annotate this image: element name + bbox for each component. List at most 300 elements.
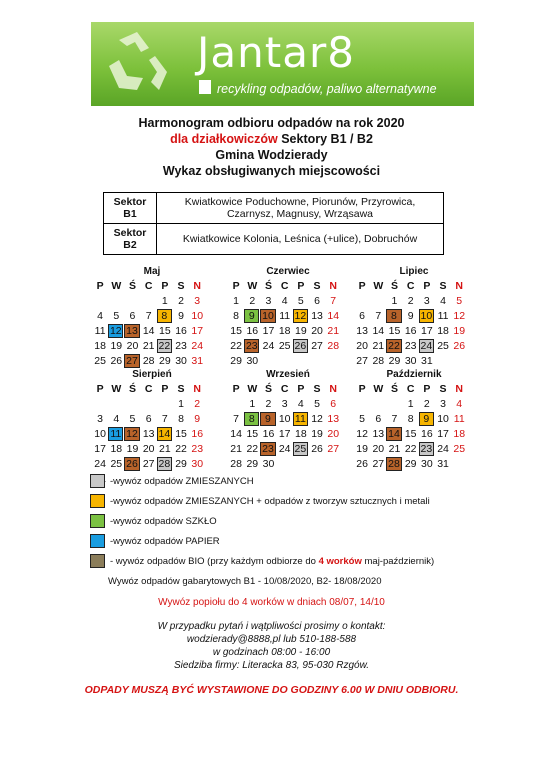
day-cell: 18 [295, 428, 307, 440]
day-cell: 4 [113, 413, 120, 425]
legend-item [90, 532, 434, 550]
pickup-day: 11 [108, 427, 123, 441]
legend-label-bio [110, 556, 434, 567]
weekday-header: N [193, 383, 202, 395]
day-cell: 18 [437, 325, 449, 337]
day-cell: 24 [94, 458, 106, 470]
day-cell: 11 [279, 310, 291, 322]
pickup-day: 14 [158, 428, 171, 440]
day-cell: 20 [356, 340, 368, 352]
day-cell: 3 [281, 398, 288, 410]
day-cell: 14 [230, 428, 242, 440]
day-cell: 16 [191, 428, 204, 440]
day-cell: 13 [142, 428, 155, 440]
day-cell: 17 [278, 428, 291, 440]
empty-cell [370, 397, 386, 412]
sector-label: Sektor B1 [104, 193, 157, 224]
weekday-header: N [455, 280, 464, 292]
calendar-czerwiec [228, 266, 348, 369]
day-cell: 16 [175, 325, 187, 337]
legend-label: -wywóz odpadów ZMIESZANYCH + odpadów z tworzyw sztucznych i metali [110, 495, 430, 507]
day-cell: 8 [233, 310, 240, 322]
day-cell: 8 [407, 413, 414, 425]
weekday-header: P [358, 383, 366, 395]
weekday-header: C [144, 280, 153, 292]
empty-cell [108, 397, 124, 412]
swatch-mixed [90, 474, 105, 488]
day-cell: 6 [330, 398, 337, 410]
day-cell: 23 [175, 340, 187, 352]
swatch-mixed-plastic [90, 494, 105, 508]
day-cell: 9 [194, 413, 201, 425]
legend-item [90, 512, 434, 530]
swatch-glass [90, 514, 105, 528]
weekday-header: W [247, 280, 258, 292]
day-cell: 19 [453, 325, 466, 337]
day-cell: 30 [175, 355, 187, 367]
pickup-day: 26 [294, 340, 307, 352]
day-cell: 6 [314, 295, 320, 307]
day-cell: 2 [407, 295, 414, 307]
pickup-day: 9 [419, 412, 434, 426]
day-cell: 3 [423, 295, 430, 307]
sector-row [104, 193, 444, 224]
day-cell: 21 [230, 443, 242, 455]
empty-cell [108, 294, 124, 309]
weekday-header: P [96, 383, 104, 395]
weekday-header: N [193, 280, 202, 292]
weekday-header: P [232, 280, 240, 292]
day-cell: 15 [159, 325, 171, 337]
day-cell: 30 [262, 458, 275, 470]
pickup-day: 13 [126, 325, 138, 337]
contact-line-3: w godzinach 08:00 - 16:00 [212, 647, 331, 658]
day-cell: 15 [230, 325, 242, 337]
day-cell: 4 [281, 295, 288, 307]
day-cell: 28 [230, 458, 242, 470]
subtitle-rest: Sektory B1 / B2 [277, 132, 373, 146]
weekday-header: P [232, 383, 240, 395]
month-name: Lipiec [399, 266, 429, 277]
pickup-day: 27 [126, 355, 138, 367]
day-cell: 1 [161, 295, 168, 307]
warning-note: ODPADY MUSZĄ BYĆ WYSTAWIONE DO GODZINY 6.00 W DNIU ODBIORU. [84, 684, 459, 696]
month-grid [228, 279, 348, 369]
day-cell: 14 [142, 325, 155, 337]
pickup-day: 22 [158, 340, 171, 352]
day-cell: 24 [191, 340, 204, 352]
day-cell: 18 [453, 428, 466, 440]
day-cell: 30 [404, 355, 417, 367]
day-cell: 11 [453, 413, 465, 425]
day-cell: 25 [110, 458, 123, 470]
day-cell: 23 [404, 340, 417, 352]
empty-cell [370, 294, 386, 309]
pickup-day: 11 [293, 412, 308, 426]
day-cell: 27 [372, 458, 385, 470]
weekday-header: P [423, 280, 431, 292]
pickup-day: 26 [126, 458, 138, 470]
day-cell: 27 [311, 340, 323, 352]
day-cell: 31 [191, 355, 204, 367]
day-cell: 3 [97, 413, 104, 425]
day-cell: 19 [295, 325, 307, 337]
subtitle-red: dla działkowiczów [170, 132, 278, 146]
tagline-bar [199, 80, 211, 94]
day-cell: 27 [356, 355, 368, 367]
pickup-day: 12 [126, 428, 138, 440]
calendar-pazdziernik [354, 369, 474, 472]
day-cell: 10 [437, 413, 449, 425]
day-cell: 5 [314, 398, 320, 410]
brand-name: Jantar8 [197, 28, 355, 77]
day-cell: 25 [453, 443, 466, 455]
pickup-day: 9 [260, 412, 275, 426]
day-cell: 7 [233, 413, 240, 425]
weekday-header: S [439, 280, 447, 292]
day-cell: 10 [278, 413, 291, 425]
day-cell: 29 [230, 355, 242, 367]
pickup-day: 24 [420, 340, 433, 352]
day-cell: 30 [191, 458, 204, 470]
day-cell: 10 [191, 310, 204, 322]
day-cell: 29 [175, 458, 187, 470]
calendar-lipiec [354, 266, 474, 369]
day-cell: 1 [233, 295, 240, 307]
day-cell: 14 [327, 310, 340, 322]
day-cell: 2 [249, 295, 256, 307]
day-cell: 29 [388, 355, 401, 367]
empty-cell [124, 294, 140, 309]
day-cell: 25 [94, 355, 106, 367]
empty-cell [92, 294, 108, 309]
day-cell: 6 [359, 310, 366, 322]
weekday-header: P [161, 280, 169, 292]
weekday-header: Ś [264, 383, 272, 395]
day-cell: 24 [437, 443, 449, 455]
day-cell: 21 [388, 443, 401, 455]
day-cell: 3 [194, 295, 201, 307]
day-cell: 15 [175, 428, 187, 440]
day-cell: 8 [178, 413, 184, 425]
day-cell: 27 [142, 458, 155, 470]
contact-line-1: W przypadku pytań i wątpliwości prosimy o kontakt: [157, 621, 386, 632]
pickup-day: 8 [386, 309, 401, 323]
day-cell: 26 [356, 458, 368, 470]
day-cell: 5 [297, 295, 304, 307]
municipality-title: Gmina Wodzierady [215, 148, 328, 162]
day-cell: 26 [453, 340, 466, 352]
weekday-header: P [297, 383, 305, 395]
month-grid [92, 279, 212, 369]
day-cell: 12 [453, 310, 466, 322]
brand-tagline: recykling odpadów, paliwo alternatywne [217, 82, 437, 96]
day-cell: 1 [407, 398, 414, 410]
day-cell: 29 [159, 355, 171, 367]
day-cell: 2 [265, 398, 272, 410]
day-cell: 31 [437, 458, 449, 470]
legend-label: -wywóz odpadów SZKŁO [110, 515, 217, 527]
weekday-header: N [455, 383, 464, 395]
day-cell: 23 [191, 443, 204, 455]
day-cell: 6 [145, 413, 152, 425]
pickup-day: 22 [388, 340, 400, 352]
pickup-day: 28 [388, 458, 400, 470]
day-cell: 16 [246, 325, 259, 337]
sector-places: Kwiatkowice Poduchowne, Piorunów, Przyrowica, Czarnysz, Magnusy, Wrząsawa [157, 193, 444, 224]
sector-table [103, 192, 444, 255]
legend-item [90, 472, 434, 490]
contact-line-2: wodzierady@8888,pl lub 510-188-588 [186, 634, 357, 645]
day-cell: 30 [246, 355, 259, 367]
day-cell: 17 [421, 325, 433, 337]
recycle-icon [97, 26, 177, 102]
day-cell: 9 [407, 310, 414, 322]
empty-cell [141, 294, 157, 309]
day-cell: 20 [311, 325, 323, 337]
day-cell: 21 [372, 340, 385, 352]
sector-row [104, 224, 444, 255]
day-cell: 3 [440, 398, 446, 410]
legend-item [90, 552, 434, 570]
weekday-header: Ś [128, 280, 136, 292]
empty-cell [141, 397, 157, 412]
day-cell: 6 [375, 413, 382, 425]
schedule-subtitle [0, 132, 543, 146]
day-cell: 19 [110, 340, 123, 352]
empty-cell [354, 397, 370, 412]
places-title: Wykaz obsługiwanych miejscowości [162, 164, 381, 178]
pickup-day: 23 [420, 443, 433, 455]
weekday-header: S [313, 280, 321, 292]
empty-cell [124, 397, 140, 412]
empty-cell [92, 397, 108, 412]
day-cell: 20 [372, 443, 385, 455]
day-cell: 15 [404, 428, 417, 440]
day-cell: 31 [421, 355, 433, 367]
day-cell: 24 [262, 340, 275, 352]
day-cell: 7 [391, 413, 398, 425]
day-cell: 22 [404, 443, 417, 455]
day-cell: 11 [94, 325, 106, 337]
weekday-header: S [313, 383, 321, 395]
month-name: Sierpień [132, 369, 172, 380]
day-cell: 22 [230, 340, 242, 352]
day-cell: 4 [456, 398, 463, 410]
day-cell: 18 [94, 340, 106, 352]
weekday-header: W [111, 280, 122, 292]
pickup-day: 23 [262, 443, 274, 455]
pickup-day: 10 [420, 310, 433, 322]
day-cell: 24 [278, 443, 291, 455]
day-cell: 5 [113, 310, 120, 322]
month-grid [354, 382, 474, 472]
day-cell: 21 [159, 443, 171, 455]
month-name: Czerwiec [266, 266, 310, 277]
sector-label: Sektor B2 [104, 224, 157, 255]
weekday-header: W [373, 280, 384, 292]
calendar-maj [92, 266, 212, 369]
day-cell: 7 [330, 295, 337, 307]
weekday-header: Ś [390, 383, 398, 395]
weekday-header: P [297, 280, 305, 292]
legend-item [90, 492, 434, 510]
day-cell: 7 [375, 310, 382, 322]
day-cell: 17 [262, 325, 275, 337]
day-cell: 26 [110, 355, 123, 367]
empty-cell [228, 397, 244, 412]
day-cell: 17 [191, 325, 204, 337]
weekday-header: S [177, 280, 185, 292]
day-cell: 15 [246, 428, 259, 440]
day-cell: 1 [178, 398, 184, 410]
legend-label: -wywóz odpadów PAPIER [110, 535, 220, 547]
day-cell: 17 [94, 443, 106, 455]
empty-cell [157, 397, 173, 412]
day-cell: 5 [456, 295, 463, 307]
weekday-header: W [373, 383, 384, 395]
empty-cell [354, 294, 370, 309]
day-cell: 16 [421, 428, 433, 440]
day-cell: 27 [327, 443, 340, 455]
bio-text-end: maj-październik) [361, 555, 435, 567]
day-cell: 4 [297, 398, 304, 410]
day-cell: 19 [311, 428, 323, 440]
day-cell: 14 [372, 325, 385, 337]
pickup-day: 25 [294, 443, 307, 455]
month-name: Wrzesień [266, 369, 310, 380]
weekday-header: Ś [128, 383, 136, 395]
empty-cell [386, 397, 402, 412]
day-cell: 28 [327, 340, 340, 352]
day-cell: 13 [356, 325, 368, 337]
pickup-day: 8 [244, 412, 259, 426]
swatch-bio [90, 554, 105, 568]
pickup-day: 23 [245, 340, 258, 352]
month-name: Maj [143, 266, 161, 277]
month-name: Październik [386, 369, 442, 380]
day-cell: 16 [404, 325, 417, 337]
weekday-header: W [247, 383, 258, 395]
month-grid [228, 382, 348, 472]
day-cell: 20 [142, 443, 155, 455]
legend [90, 472, 434, 572]
day-cell: 11 [437, 310, 449, 322]
weekday-header: Ś [390, 280, 398, 292]
day-cell: 3 [265, 295, 272, 307]
day-cell: 5 [129, 413, 136, 425]
day-cell: 4 [97, 310, 104, 322]
day-cell: 22 [175, 443, 187, 455]
day-cell: 2 [178, 295, 184, 307]
pickup-day: 28 [158, 458, 171, 470]
day-cell: 25 [278, 340, 291, 352]
day-cell: 2 [423, 398, 430, 410]
day-cell: 13 [311, 310, 323, 322]
day-cell: 29 [404, 458, 417, 470]
day-cell: 9 [178, 310, 184, 322]
weekday-header: S [439, 383, 447, 395]
weekday-header: N [329, 383, 338, 395]
weekday-header: C [406, 280, 415, 292]
weekday-header: P [161, 383, 169, 395]
company-banner [91, 22, 474, 106]
day-cell: 15 [388, 325, 401, 337]
day-cell: 26 [311, 443, 323, 455]
weekday-header: S [177, 383, 185, 395]
day-cell: 28 [142, 355, 155, 367]
day-cell: 7 [161, 413, 168, 425]
ash-note: Wywóz popiołu do 4 worków w dniach 08/07, 14/10 [158, 597, 385, 608]
calendar-sierpien [92, 369, 212, 487]
weekday-header: P [358, 280, 366, 292]
day-cell: 20 [327, 428, 340, 440]
day-cell: 13 [372, 428, 385, 440]
pickup-day: 9 [244, 309, 259, 323]
day-cell: 2 [194, 398, 201, 410]
day-cell: 19 [356, 443, 368, 455]
pickup-day: 8 [157, 309, 172, 323]
day-cell: 13 [327, 413, 340, 425]
weekday-header: Ś [264, 280, 272, 292]
schedule-title: Harmonogram odbioru odpadów na rok 2020 [138, 116, 405, 130]
day-cell: 4 [440, 295, 446, 307]
day-cell: 22 [246, 443, 259, 455]
contact-line-4: Siedziba firmy: Literacka 83, 95-030 Rzgów. [173, 660, 370, 671]
weekday-header: W [111, 383, 122, 395]
pickup-day: 10 [262, 310, 274, 322]
swatch-paper [90, 534, 105, 548]
calendar-wrzesien [228, 369, 348, 472]
day-cell: 28 [372, 355, 385, 367]
day-cell: 30 [421, 458, 433, 470]
weekday-header: P [96, 280, 104, 292]
bio-red-text: 4 worków [318, 555, 362, 567]
day-cell: 29 [246, 458, 259, 470]
pickup-day: 12 [109, 325, 122, 337]
day-cell: 12 [356, 428, 368, 440]
day-cell: 12 [311, 413, 323, 425]
sector-places: Kwiatkowice Kolonia, Leśnica (+ulice), Dobruchów [157, 224, 444, 255]
month-grid [354, 279, 474, 369]
day-cell: 20 [126, 340, 139, 352]
pickup-day: 12 [294, 310, 307, 322]
day-cell: 19 [126, 443, 139, 455]
day-cell: 25 [437, 340, 449, 352]
day-cell: 18 [278, 325, 291, 337]
day-cell: 10 [94, 428, 106, 440]
day-cell: 21 [142, 340, 155, 352]
bio-text: - wywóz odpadów BIO (przy każdym odbiorze do [110, 555, 319, 567]
bulky-waste-note: Wywóz odpadów gabarytowych B1 - 10/08/2020, B2- 18/08/2020 [108, 576, 382, 587]
day-cell: 18 [110, 443, 123, 455]
weekday-header: C [280, 383, 289, 395]
day-cell: 21 [327, 325, 340, 337]
legend-label: -wywóz odpadów ZMIESZANYCH [110, 475, 254, 487]
pickup-day: 14 [388, 428, 400, 440]
day-cell: 1 [391, 295, 398, 307]
day-cell: 5 [359, 413, 366, 425]
day-cell: 17 [437, 428, 449, 440]
weekday-header: N [329, 280, 338, 292]
day-cell: 7 [145, 310, 152, 322]
weekday-header: C [406, 383, 415, 395]
weekday-header: C [280, 280, 289, 292]
day-cell: 6 [129, 310, 136, 322]
weekday-header: P [423, 383, 431, 395]
day-cell: 16 [262, 428, 275, 440]
weekday-header: C [144, 383, 153, 395]
